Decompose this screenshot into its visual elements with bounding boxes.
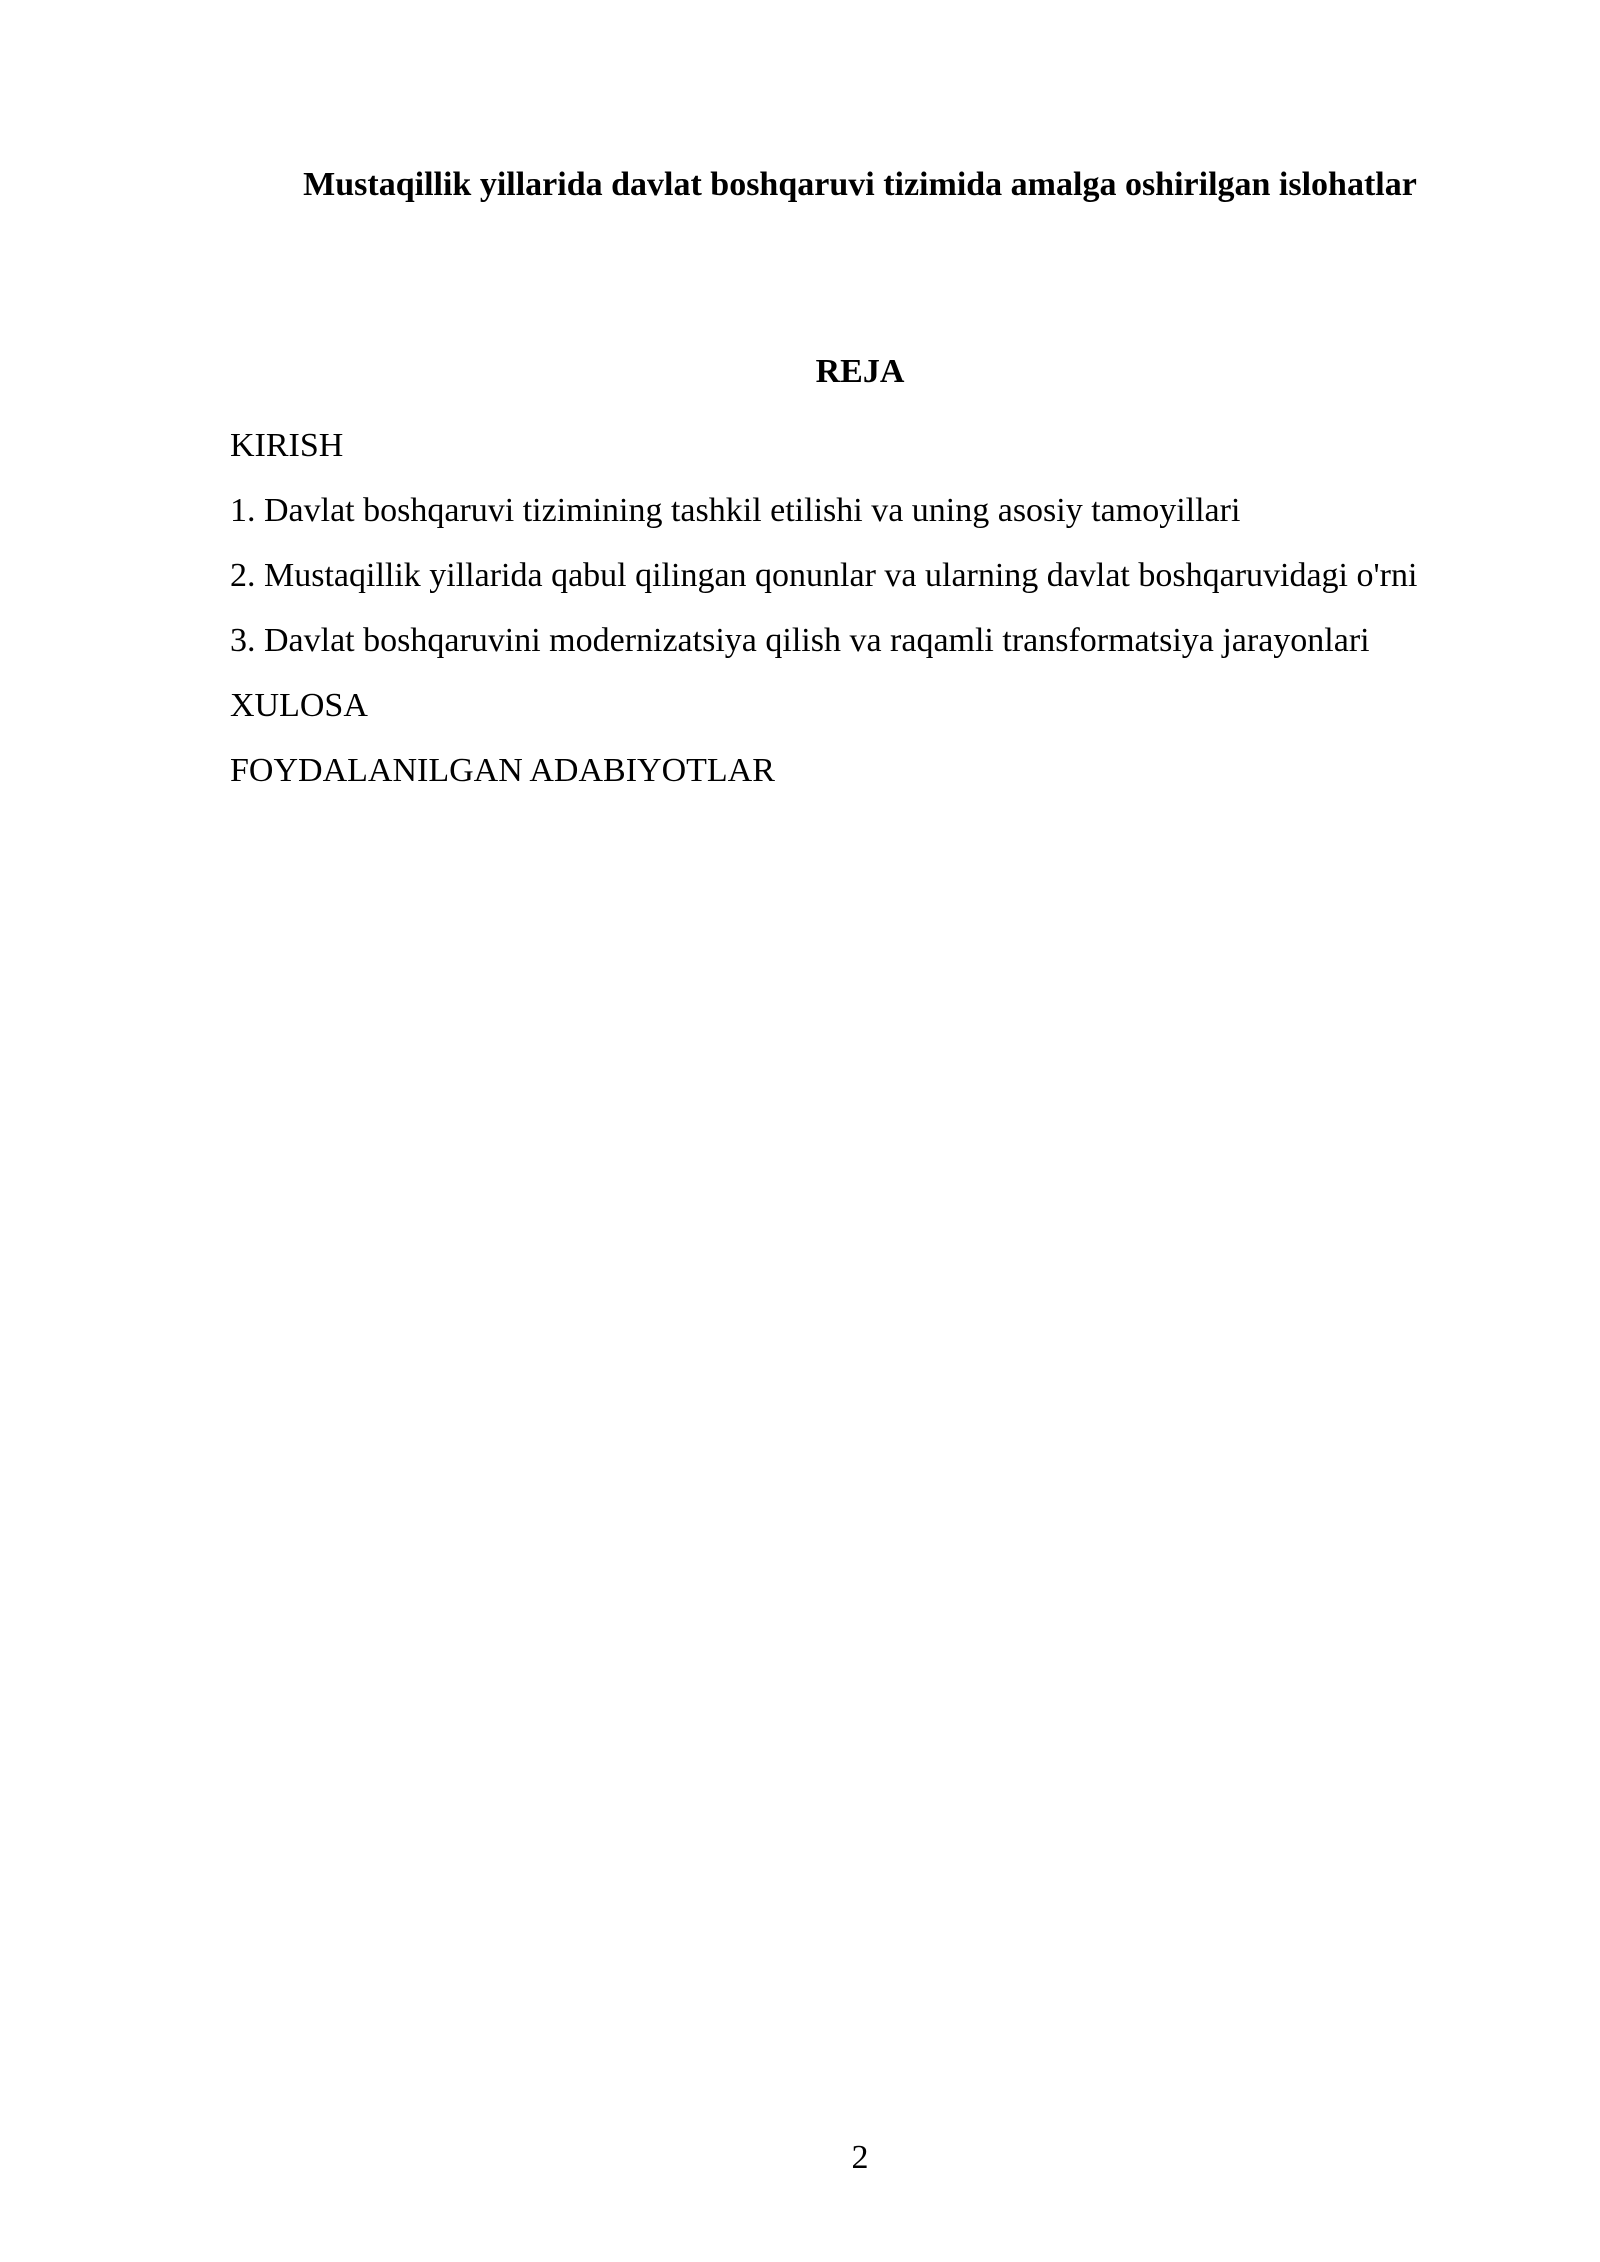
plan-item-2: 2. Mustaqillik yillarida qabul qilingan qonunlar va ularning davlat boshqaruvidagi o'rni [230, 557, 1418, 594]
plan-item-conclusion: XULOSA [230, 687, 368, 724]
page-number: 2 [851, 2139, 869, 2176]
plan-item-3: 3. Davlat boshqaruvini modernizatsiya qilish va raqamli transformatsiya jarayonlari [230, 622, 1370, 659]
plan-list [230, 418, 1490, 808]
plan-item-references: FOYDALANILGAN ADABIYOTLAR [230, 752, 775, 789]
plan-item-introduction: KIRISH [230, 427, 344, 464]
plan-item-1: 1. Davlat boshqaruvi tizimining tashkil etilishi va uning asosiy tamoyillari [230, 492, 1241, 529]
plan-heading: REJA [815, 353, 905, 390]
document-title: Mustaqillik yillarida davlat boshqaruvi tizimida amalga oshirilgan islohatlar [303, 166, 1417, 203]
